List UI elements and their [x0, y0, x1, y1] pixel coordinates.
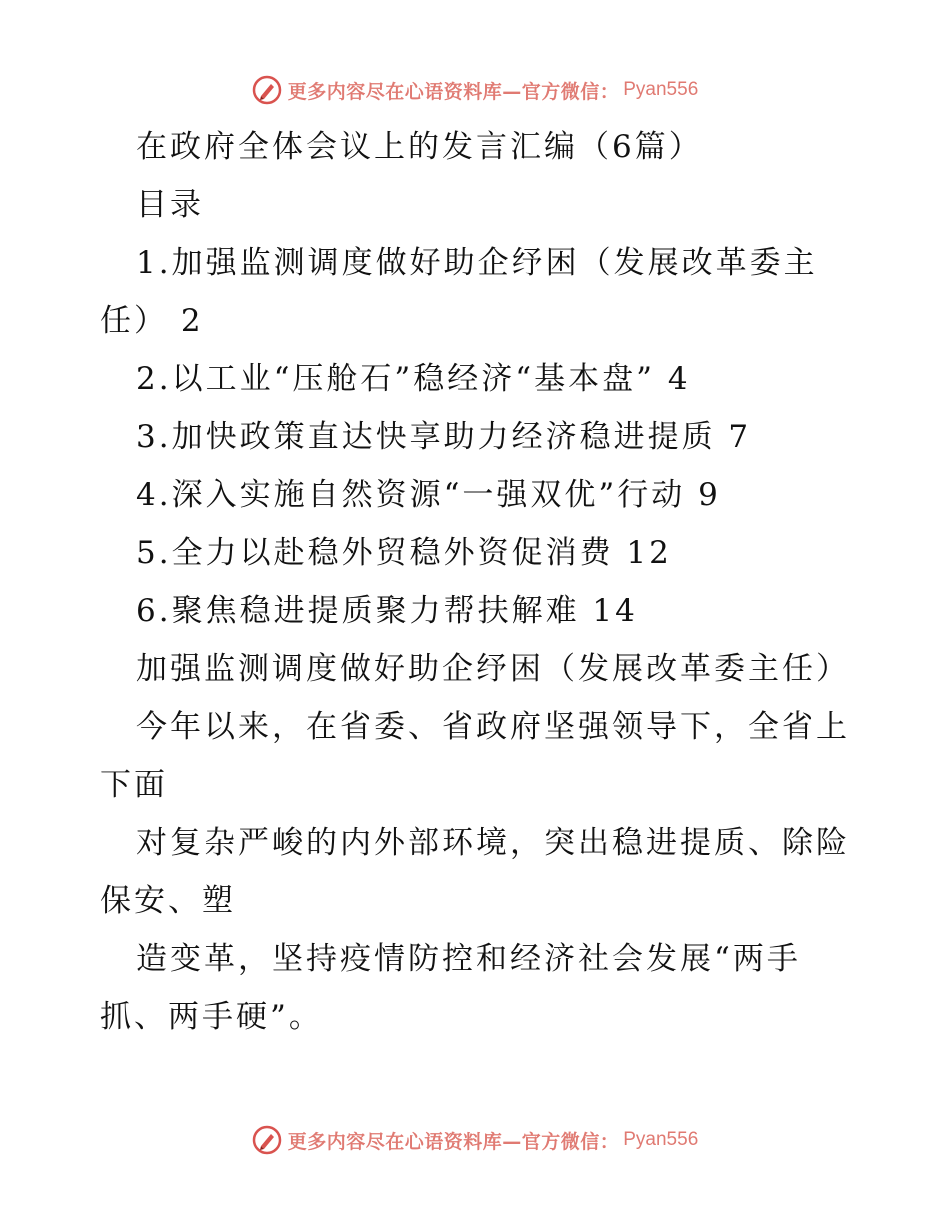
banner-text: 更多内容尽在心语资料库—官方微信：: [287, 80, 620, 103]
paragraph-1-cont: 下面: [100, 767, 168, 803]
section-title: 加强监测调度做好助企纾困（发展改革委主任）: [136, 651, 850, 687]
pen-logo-icon: [252, 75, 282, 105]
toc-item-2: 2.以工业“压舱石”稳经济“基本盘” 4: [136, 361, 691, 397]
banner-wechat-id: Pyan556: [623, 1129, 699, 1150]
toc-item-3: 3.加快政策直达快享助力经济稳进提质 7: [136, 419, 752, 455]
pen-logo-icon: [252, 1125, 282, 1155]
toc-item-6: 6.聚焦稳进提质聚力帮扶解难 14: [136, 593, 638, 629]
toc-item-4: 4.深入实施自然资源“一强双优”行动 9: [136, 477, 721, 513]
paragraph-2-cont: 保安、塑: [100, 883, 236, 919]
toc-item-1: 1.加强监测调度做好助企纾困（发展改革委主: [136, 245, 818, 281]
banner-wechat-id: Pyan556: [623, 79, 699, 100]
banner-text: 更多内容尽在心语资料库—官方微信：: [287, 1130, 620, 1153]
document-title: 在政府全体会议上的发言汇编（6篇）: [136, 129, 703, 165]
header-banner: [0, 70, 950, 110]
paragraph-3: 造变革，坚持疫情防控和经济社会发展“两手: [136, 941, 801, 977]
toc-item-5: 5.全力以赴稳外贸稳外资促消费 12: [136, 535, 672, 571]
toc-item-1-cont: 任） 2: [100, 303, 204, 339]
document-body: [100, 118, 860, 1046]
toc-heading: 目录: [136, 187, 204, 223]
footer-banner: [0, 1120, 950, 1160]
paragraph-3-cont: 抓、两手硬”。: [100, 999, 323, 1035]
paragraph-1: 今年以来，在省委、省政府坚强领导下，全省上: [136, 709, 850, 745]
paragraph-2: 对复杂严峻的内外部环境，突出稳进提质、除险: [136, 825, 850, 861]
